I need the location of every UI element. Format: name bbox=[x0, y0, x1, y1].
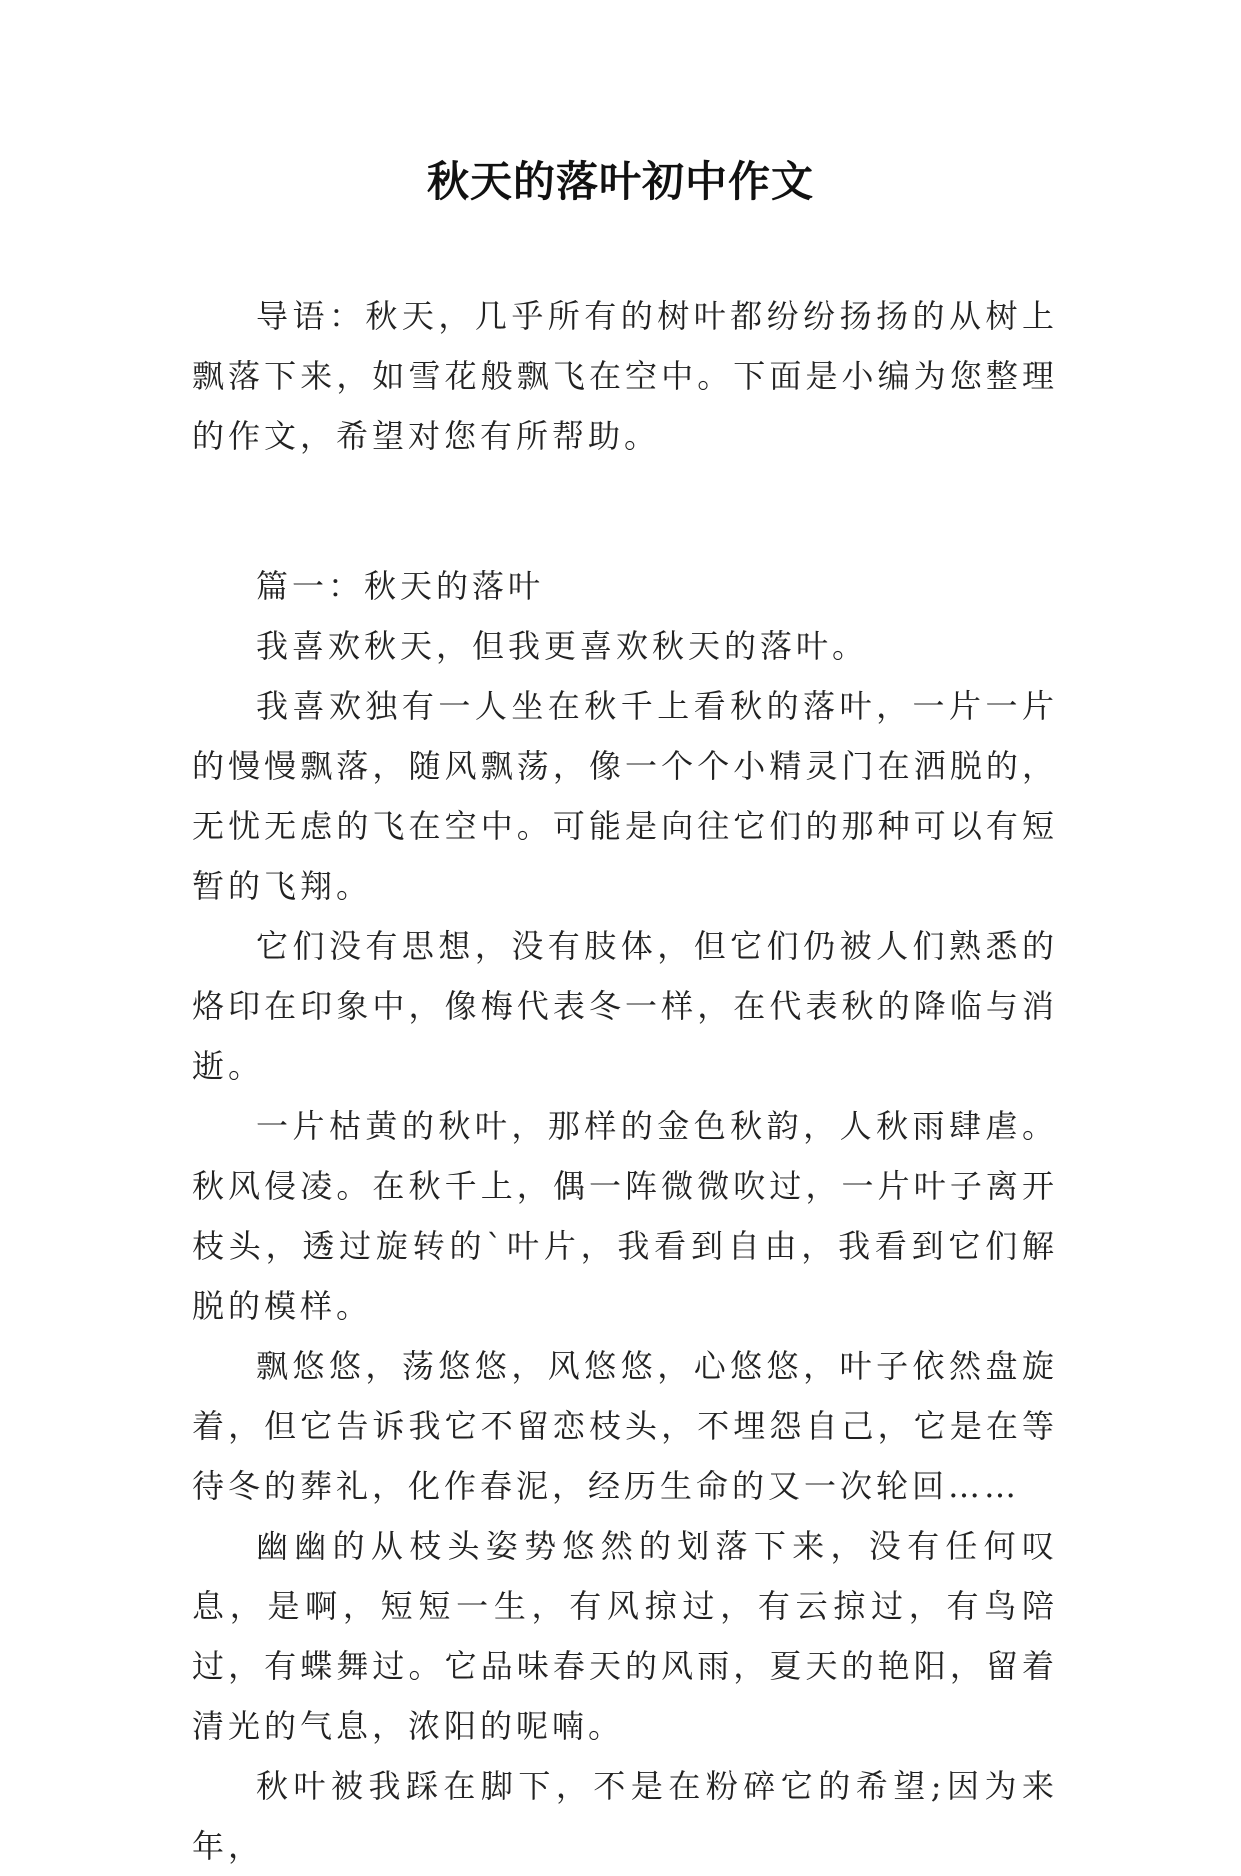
body-paragraph: 它们没有思想，没有肢体，但它们仍被人们熟悉的烙印在印象中，像梅代表冬一样，在代表秋的降临与消逝。 bbox=[192, 927, 1058, 1085]
body-paragraph: 我喜欢独有一人坐在秋千上看秋的落叶，一片一片的慢慢飘落，随风飘荡，像一个个小精灵门在洒脱的，无忧无虑的飞在空中。可能是向往它们的那种可以有短暂的飞翔。 bbox=[192, 687, 1058, 905]
body-paragraph: 秋叶被我踩在脚下，不是在粉碎它的希望;因为来年， bbox=[192, 1767, 1058, 1865]
body-paragraph: 一片枯黄的秋叶，那样的金色秋韵，人秋雨肆虐。秋风侵凌。在秋千上，偶一阵微微吹过，一片叶子离开枝头，透过旋转的`叶片，我看到自由，我看到它们解脱的模样。 bbox=[192, 1107, 1058, 1325]
section-heading: 篇一：秋天的落叶 bbox=[256, 567, 545, 605]
document-body bbox=[192, 286, 1058, 1876]
paragraph-spacer bbox=[192, 466, 1058, 556]
body-paragraph: 我喜欢秋天，但我更喜欢秋天的落叶。 bbox=[256, 627, 869, 665]
document-title: 秋天的落叶初中作文 bbox=[426, 157, 814, 206]
body-paragraph: 飘悠悠，荡悠悠，风悠悠，心悠悠，叶子依然盘旋着，但它告诉我它不留恋枝头，不埋怨自己，它是在等待冬的葬礼，化作春泥，经历生命的又一次轮回…… bbox=[192, 1347, 1058, 1505]
intro-paragraph: 导语：秋天，几乎所有的树叶都纷纷扬扬的从树上飘落下来，如雪花般飘飞在空中。下面是小编为您整理的作文，希望对您有所帮助。 bbox=[192, 297, 1058, 455]
body-paragraph: 幽幽的从枝头姿势悠然的划落下来，没有任何叹息，是啊，短短一生，有风掠过，有云掠过，有鸟陪过，有蝶舞过。它品味春天的风雨，夏天的艳阳，留着清光的气息，浓阳的呢喃。 bbox=[192, 1527, 1058, 1745]
